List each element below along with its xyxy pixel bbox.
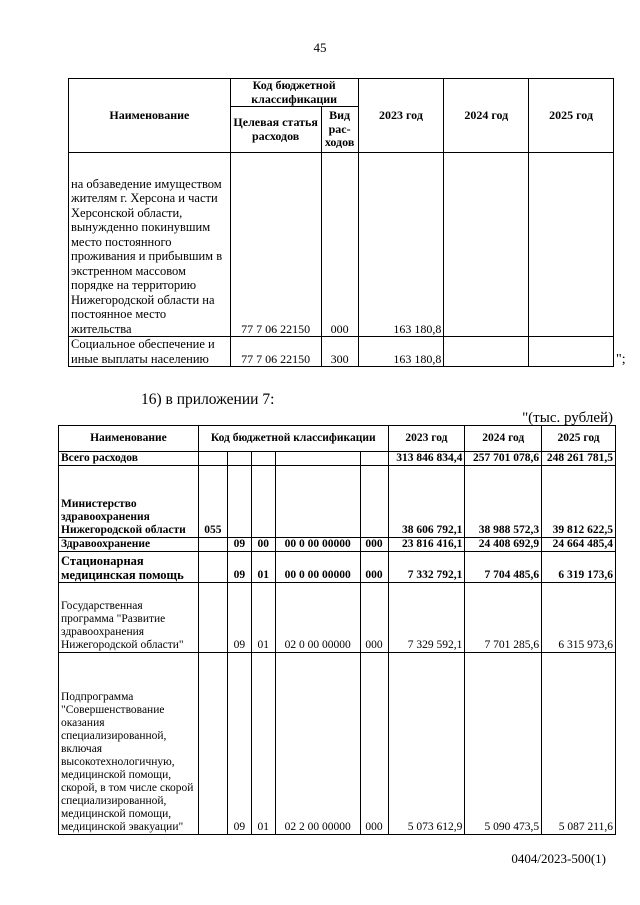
section-heading: 16) в приложении 7: [141, 391, 275, 408]
table-row: Подпрограмма "Совершенствование оказания специализированной, включая высокотехнологичную, медицинской помощи, скорой, в том числе скорой специализированной, медицинской помощи, медицинской эвакуации" 09 01 02 2 00 00000 000 5 073 612,9 5 090 473,5 5 087 211,6 [59, 653, 616, 835]
table-row: Государственная программа "Развитие здравоохранения Нижегородской области" 09 01 02 0 00 00000 000 7 329 592,1 7 701 285,6 6 315 973,6 [59, 583, 616, 653]
table-row: на обзаведение имуществом жителям г. Херсона и части Херсонской области, вынужденно покинувшим место постоянного проживания и прибывшим в экстренном массовом порядке на территорию Нижегородской области на постоянное место жительства 77 7 06 22150 000 163 180,8 [69, 153, 614, 337]
header-2024: 2024 год [444, 79, 529, 153]
budget-table-continuation [68, 78, 614, 367]
header-expense-kind: Вид рас-ходов [321, 107, 358, 153]
table-row: Здравоохранение 09 00 00 0 00 00000 000 23 816 416,1 24 408 692,9 24 664 485,4 [59, 538, 616, 552]
header-name: Наименование [59, 426, 199, 452]
footer-document-code: 0404/2023-500(1) [511, 851, 606, 866]
header-2023: 2023 год [388, 426, 465, 452]
units-label: "(тыс. рублей) [522, 410, 613, 426]
expenses-table [58, 425, 616, 835]
header-name: Наименование [69, 79, 231, 153]
header-target-article: Целевая статья расходов [230, 107, 321, 153]
header-code: Код бюджетной классификации [230, 79, 358, 107]
closing-quote: "; [616, 352, 626, 367]
table-row: Стационарная медицинская помощь 09 01 00 0 00 00000 000 7 332 792,1 7 704 485,6 6 319 173,6 [59, 552, 616, 583]
table-row: Всего расходов 313 846 834,4 257 701 078,6 248 261 781,5 [59, 452, 616, 466]
page-number: 45 [313, 40, 327, 55]
header-2023: 2023 год [358, 79, 444, 153]
table-row: Социальное обеспечение и иные выплаты населению 77 7 06 22150 300 163 180,8 [69, 337, 614, 367]
table-row: Министерство здравоохранения Нижегородской области 055 38 606 792,1 38 988 572,3 39 812 622,5 [59, 466, 616, 538]
header-2025: 2025 год [529, 79, 614, 153]
header-2025: 2025 год [542, 426, 616, 452]
header-code: Код бюджетной классификации [198, 426, 388, 452]
header-2024: 2024 год [465, 426, 542, 452]
